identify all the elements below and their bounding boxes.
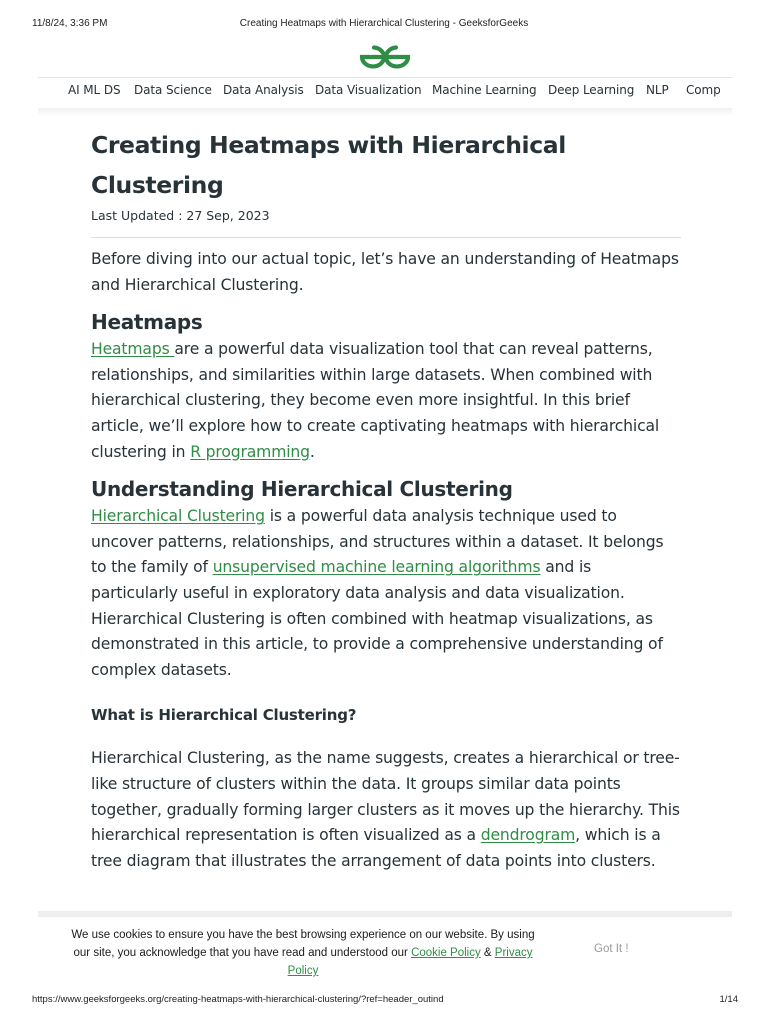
got-it-button[interactable]: Got It ! <box>594 943 629 955</box>
intro-paragraph: Before diving into our actual topic, let’s have an understanding of Heatmaps and Hierarchical Clustering. <box>91 250 679 294</box>
what-is-text: Hierarchical Clustering, as the name suggests, creates a hierarchical or tree-like structure of clusters within the data. It groups similar data points together, gradually forming larger clusters as it moves up the hierarchy. This hierarchical representation is often visualized as a <box>91 749 680 845</box>
nav-item-comp[interactable]: Comp <box>686 83 721 97</box>
print-datetime: 11/8/24, 3:36 PM <box>32 18 108 29</box>
heatmaps-text-end: . <box>309 442 315 461</box>
dendrogram-link[interactable]: dendrogram <box>480 826 576 845</box>
hierarchical-clustering-link[interactable]: Hierarchical Clustering <box>91 507 265 526</box>
nav-divider <box>38 77 732 78</box>
privacy-policy-link[interactable]: Privacy Policy <box>287 947 533 977</box>
print-header <box>0 18 768 32</box>
print-url: https://www.geeksforgeeks.org/creating-heatmaps-with-hierarchical-clustering/?ref=header_outind <box>32 994 444 1005</box>
nav-item-data-science[interactable]: Data Science <box>134 83 212 97</box>
nav-shadow <box>38 108 732 116</box>
understanding-paragraph <box>91 504 681 683</box>
heatmaps-heading: Heatmaps <box>91 310 203 335</box>
cookie-text: We use cookies to ensure you have the best browsing experience on our website. By using our site, you acknowledge that you have read and understood our <box>71 929 535 959</box>
what-is-text-end: , which is a tree diagram that illustrates the arrangement of data points into clusters. <box>91 826 661 870</box>
nav-item-deep-learning[interactable]: Deep Learning <box>548 83 635 97</box>
heatmaps-text: are a powerful data visualization tool that can reveal patterns, relationships, and similarities within large datasets. When combined with hierarchical clustering, they become even more insightful. In this brief article, we’ll explore how to create captivating heatmaps with hierarchical clustering in <box>91 340 660 461</box>
cookie-message <box>63 926 543 980</box>
cookie-amp: & <box>480 947 495 959</box>
nav-item-machine-learning[interactable]: Machine Learning <box>432 83 537 97</box>
article <box>91 125 681 874</box>
nav-item-data-analysis[interactable]: Data Analysis <box>223 83 304 97</box>
r-programming-link[interactable]: R programming <box>190 442 310 461</box>
article-title: Creating Heatmaps with Hierarchical Clustering <box>91 131 566 199</box>
nav-item-nlp[interactable]: NLP <box>646 83 669 97</box>
understanding-heading: Understanding Hierarchical Clustering <box>91 477 513 502</box>
cookie-banner <box>38 911 732 986</box>
nav-item-data-visualization[interactable]: Data Visualization <box>315 83 422 97</box>
print-page-title: Creating Heatmaps with Hierarchical Clustering - GeeksforGeeks <box>239 18 529 29</box>
cookie-policy-link[interactable]: Cookie Policy <box>411 947 481 959</box>
heatmaps-paragraph <box>91 337 681 465</box>
what-is-paragraph <box>91 746 681 874</box>
title-divider <box>91 237 681 238</box>
what-is-heading: What is Hierarchical Clustering? <box>91 706 357 725</box>
heatmaps-link[interactable]: Heatmaps <box>91 340 175 359</box>
unsupervised-ml-link[interactable]: unsupervised machine learning algorithms <box>212 558 541 577</box>
print-page-number: 1/14 <box>719 994 738 1005</box>
gfg-logo-icon[interactable] <box>357 42 413 72</box>
top-nav <box>38 83 732 107</box>
print-footer <box>0 994 768 1008</box>
site-header <box>38 38 732 112</box>
understanding-text-end: and is particularly useful in exploratory data analysis and data visualization. Hierarchical Clustering is often combined with heatmap visualizations, as demonstrated in this article, to provide a comprehensive understanding of complex datasets. <box>91 558 663 679</box>
last-updated: Last Updated : 27 Sep, 2023 <box>91 208 270 223</box>
understanding-text: is a powerful data analysis technique used to uncover patterns, relationships, and structures within a dataset. It belongs to the family of <box>91 507 664 577</box>
nav-item-ai-ml-ds[interactable]: AI ML DS <box>68 83 121 97</box>
